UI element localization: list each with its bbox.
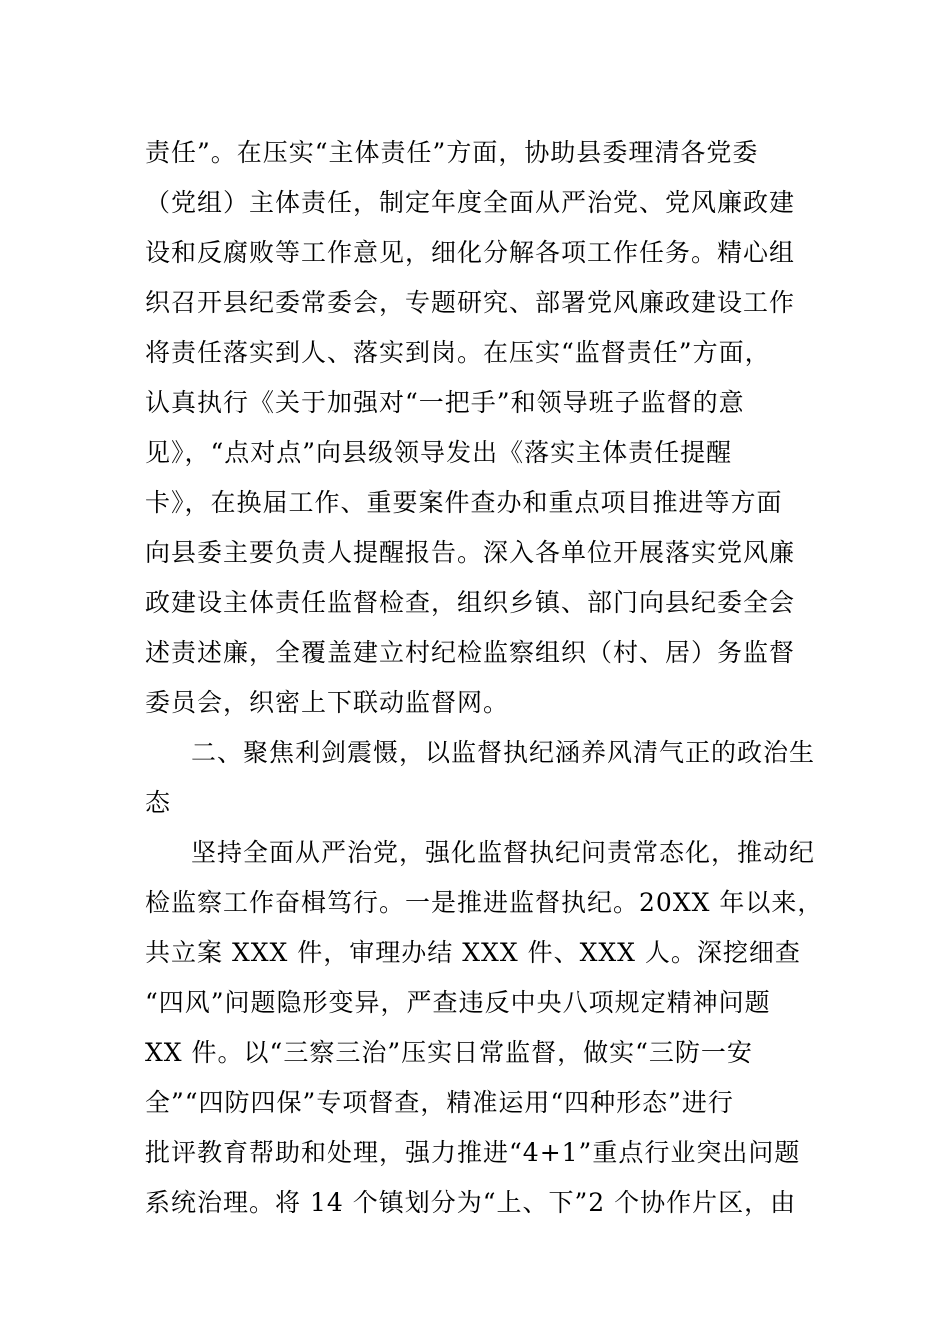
text-line: 向县委主要负责人提醒报告。深入各单位开展落实党风廉 [145, 538, 796, 567]
body-text [145, 128, 824, 1228]
text-line: （党组）主体责任，制定年度全面从严治党、党风廉政建 [145, 188, 796, 217]
text-line: 检监察工作奋楫笃行。一是推进监督执纪。20XX 年以来， [145, 888, 824, 917]
text-line: 批评教育帮助和处理，强力推进“4+1”重点行业突出问题 [145, 1138, 801, 1167]
text-line: 政建设主体责任监督检查，组织乡镇、部门向县纪委全会 [145, 588, 796, 617]
text-line: XX 件。以“三察三治”压实日常监督，做实“三防一安 [145, 1038, 753, 1067]
text-line: 全”“四防四保”专项督查，精准运用“四种形态”进行 [145, 1088, 734, 1117]
section-heading: 二、聚焦利剑震慑，以监督执纪涵养风清气正的政治生 [191, 738, 816, 767]
text-line: 见》，“点对点”向县级领导发出《落实主体责任提醒 [145, 438, 733, 467]
text-line: 责任”。在压实“主体责任”方面，协助县委理清各党委 [145, 138, 759, 167]
text-line: 织召开县纪委常委会，专题研究、部署党风廉政建设工作 [145, 288, 796, 317]
text-line: 将责任落实到人、落实到岗。在压实“监督责任”方面， [145, 338, 771, 367]
text-line: 坚持全面从严治党，强化监督执纪问责常态化，推动纪 [191, 838, 816, 867]
text-line: 共立案 XXX 件，审理办结 XXX 件、XXX 人。深挖细查 [145, 938, 801, 967]
text-line: 设和反腐败等工作意见，细化分解各项工作任务。精心组 [145, 238, 796, 267]
text-line: “四风”问题隐形变异，严查违反中央八项规定精神问题 [145, 988, 771, 1017]
text-line: 系统治理。将 14 个镇划分为“上、下”2 个协作片区，由 [145, 1188, 797, 1217]
text-line: 委员会，织密上下联动监督网。 [145, 688, 510, 717]
text-line: 卡》，在换届工作、重要案件查办和重点项目推进等方面 [145, 488, 783, 517]
text-line: 述责述廉，全覆盖建立村纪检监察组织（村、居）务监督 [145, 638, 796, 667]
text-line: 认真执行《关于加强对“一把手”和领导班子监督的意 [145, 388, 745, 417]
section-heading-continued: 态 [145, 788, 172, 817]
